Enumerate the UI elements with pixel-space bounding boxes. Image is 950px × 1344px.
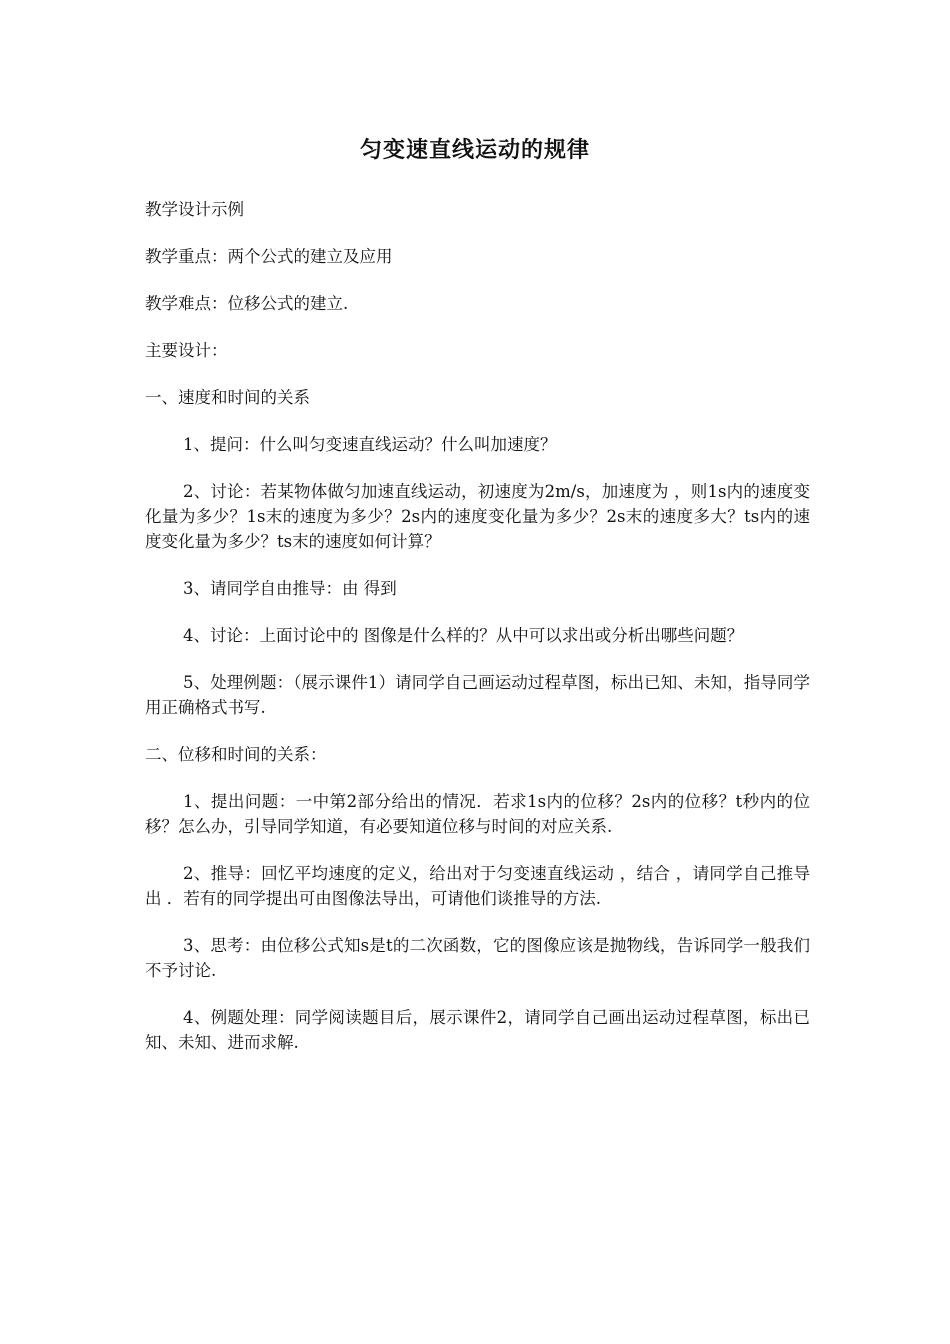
paragraph-derivation-2: 2、推导：回忆平均速度的定义，给出对于匀变速直线运动 ，结合 ，请同学自己推导出 ．若有的同学提出可由图像法导出，可请他们谈推导的方法.	[145, 864, 810, 908]
paragraph-example-4: 4、例题处理：同学阅读题目后，展示课件2，请同学自己画出运动过程草图，标出已知、未知、进而求解.	[145, 1008, 810, 1052]
section-heading-displacement-time: 二、位移和时间的关系：	[145, 745, 327, 764]
paragraph-problem-1: 1、提出问题：一中第2部分给出的情况．若求1s内的位移？2s内的位移？t秒内的位移？怎么办，引导同学知道，有必要知道位移与时间的对应关系.	[145, 792, 810, 836]
paragraph-example-5: 5、处理例题：（展示课件1）请同学自己画运动过程草图，标出已知、未知，指导同学用正确格式书写.	[145, 673, 810, 717]
document-body	[145, 197, 810, 1077]
paragraph-derivation-3: 3、请同学自由推导：由 得到	[183, 579, 397, 598]
paragraph-question-1: 1、提问：什么叫匀变速直线运动？什么叫加速度？	[183, 435, 557, 454]
section-heading-velocity-time: 一、速度和时间的关系	[145, 388, 310, 407]
paragraph-key-points: 教学重点：两个公式的建立及应用	[145, 247, 393, 266]
paragraph-thinking-3: 3、思考：由位移公式知s是t的二次函数，它的图像应该是抛物线，告诉同学一般我们不予讨论.	[145, 936, 810, 980]
paragraph-design-example: 教学设计示例	[145, 200, 244, 219]
document-title: 匀变速直线运动的规律	[359, 138, 590, 163]
paragraph-main-design: 主要设计：	[145, 341, 228, 360]
paragraph-discussion-2: 2、讨论：若某物体做匀加速直线运动，初速度为2m/s，加速度为 ，则1s内的速度变化量为多少？1s末的速度为多少？2s内的速度变化量为多少？2s末的速度多大？ts内的速度变化量为多少？ts末的速度如何计算？	[145, 482, 810, 551]
paragraph-difficult-points: 教学难点：位移公式的建立.	[145, 294, 349, 313]
paragraph-discussion-4: 4、讨论：上面讨论中的 图像是什么样的？从中可以求出或分析出哪些问题？	[183, 626, 744, 645]
